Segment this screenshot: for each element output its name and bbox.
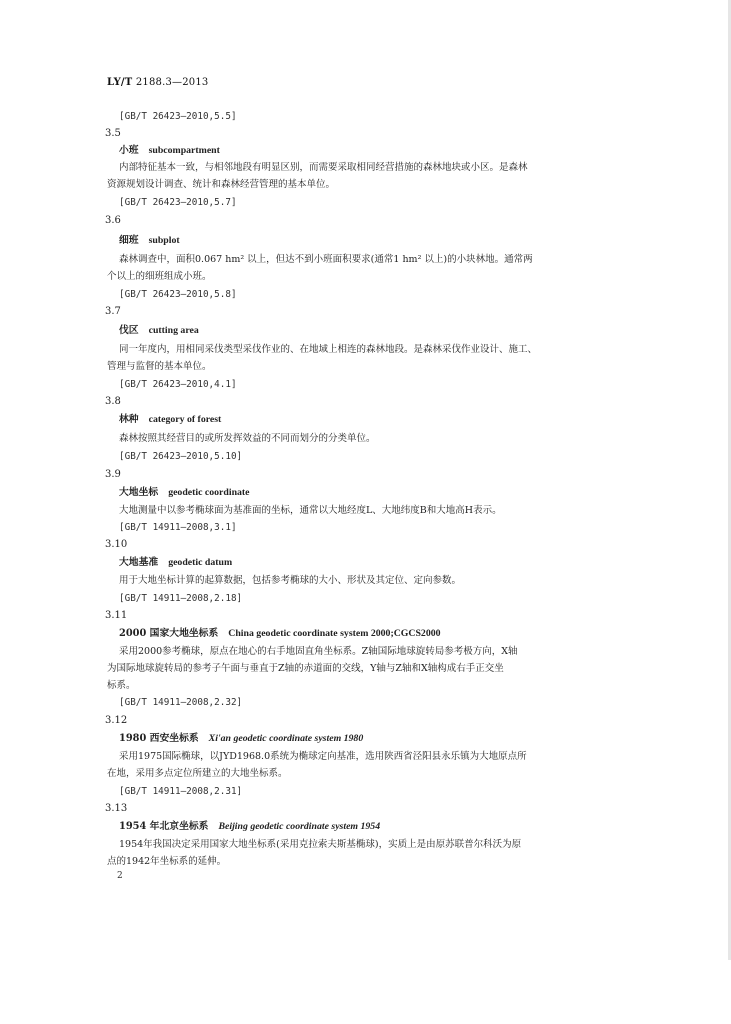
term-chinese: 1954 年北京坐标系 xyxy=(119,821,209,832)
term-heading xyxy=(119,733,363,745)
page-number: 2 xyxy=(117,871,123,881)
term-chinese: 大地基准 xyxy=(119,557,159,568)
term-heading xyxy=(119,325,199,337)
definition-text: 点的1942年坐标系的延伸。 xyxy=(107,856,227,867)
standard-number: 2188.3—2013 xyxy=(135,77,209,88)
term-english: subcompartment xyxy=(148,145,220,156)
term-chinese: 林种 xyxy=(119,414,139,425)
term-english: China geodetic coordinate system 2000;CGCS2000 xyxy=(228,628,441,639)
term-chinese: 伐区 xyxy=(119,325,139,336)
term-heading xyxy=(119,414,221,426)
clause-number: 3.6 xyxy=(105,215,121,226)
standard-code-header xyxy=(107,77,208,88)
term-english: subplot xyxy=(148,235,180,246)
term-english: geodetic coordinate xyxy=(168,487,250,498)
term-english: geodetic datum xyxy=(168,557,233,568)
term-english: cutting area xyxy=(148,325,199,336)
term-english: Xi'an geodetic coordinate system 1980 xyxy=(208,733,364,744)
definition-text: 森林按照其经营目的或所发挥效益的不同而划分的分类单位。 xyxy=(119,433,376,444)
definition-text: 1954年我国决定采用国家大地坐标系(采用克拉索夫斯基椭球)，实质上是由原苏联普尔科沃为原 xyxy=(119,839,522,850)
reference-source: [GB/T 26423—2010,4.1] xyxy=(119,379,237,390)
definition-text: 森林调查中，面积0.067 hm² 以上，但达不到小班面积要求(通常1 hm² 以上)的小块林地。通常两 xyxy=(119,254,533,265)
clause-number: 3.11 xyxy=(105,610,128,621)
clause-number: 3.13 xyxy=(105,803,128,814)
clause-number: 3.7 xyxy=(105,306,121,317)
definition-text: 同一年度内，用相同采伐类型采伐作业的、在地域上相连的森林地段。是森林采伐作业设计、施工、 xyxy=(119,344,538,355)
term-chinese: 2000 国家大地坐标系 xyxy=(119,628,219,639)
definition-text: 采用1975国际椭球，以JYD1968.0系统为椭球定向基准，选用陕西省泾阳县永乐镇为大地原点所 xyxy=(119,751,527,762)
definition-text: 用于大地坐标计算的起算数据，包括参考椭球的大小、形状及其定位、定向参数。 xyxy=(119,575,462,586)
reference-source: [GB/T 14911—2008,2.18] xyxy=(119,593,243,604)
reference-source: [GB/T 14911—2008,2.31] xyxy=(119,786,243,797)
definition-text: 内部特征基本一致，与相邻地段有明显区别，而需要采取相同经营措施的森林地块或小区。是森林 xyxy=(119,162,528,173)
standard-prefix: LY/T xyxy=(107,77,133,88)
term-heading xyxy=(119,235,180,247)
clause-number: 3.5 xyxy=(105,128,121,139)
term-english: Beijing geodetic coordinate system 1954 xyxy=(218,821,381,832)
reference-source: [GB/T 14911—2008,2.32] xyxy=(119,697,243,708)
term-chinese: 大地坐标 xyxy=(119,487,159,498)
term-heading xyxy=(119,557,232,569)
term-chinese: 小班 xyxy=(119,145,139,156)
clause-number: 3.9 xyxy=(105,469,121,480)
definition-text: 大地测量中以参考椭球面为基准面的坐标，通常以大地经度L、大地纬度B和大地高H表示。 xyxy=(119,505,502,516)
reference-source: [GB/T 26423—2010,5.8] xyxy=(119,289,237,300)
definition-text: 个以上的细班组成小班。 xyxy=(107,271,212,282)
clause-number: 3.12 xyxy=(105,715,128,726)
definition-text: 标系。 xyxy=(107,680,136,691)
reference-source: [GB/T 14911—2008,3.1] xyxy=(119,522,237,533)
term-english: category of forest xyxy=(148,414,222,425)
definition-text: 管理与监督的基本单位。 xyxy=(107,361,212,372)
term-chinese: 1980 西安坐标系 xyxy=(119,733,199,744)
definition-text: 采用2000参考椭球，原点在地心的右手地固直角坐标系。Z轴国际地球旋转局参考极方向，X轴 xyxy=(119,646,518,657)
clause-number: 3.8 xyxy=(105,396,121,407)
reference-source: [GB/T 26423—2010,5.10] xyxy=(119,451,243,462)
reference-source: [GB/T 26423—2010,5.5] xyxy=(119,111,237,122)
term-heading xyxy=(119,145,220,157)
clause-number: 3.10 xyxy=(105,539,128,550)
definition-text: 资源规划设计调查、统计和森林经营管理的基本单位。 xyxy=(107,179,336,190)
term-heading xyxy=(119,487,250,499)
term-chinese: 细班 xyxy=(119,235,139,246)
term-heading xyxy=(119,821,380,833)
term-heading xyxy=(119,628,441,640)
definition-text: 为国际地球旋转局的参考子午面与垂直于Z轴的赤道面的交线，Y轴与Z轴和X轴构成右手正交坐 xyxy=(107,663,504,674)
definition-text: 在地，采用多点定位所建立的大地坐标系。 xyxy=(107,768,288,779)
reference-source: [GB/T 26423—2010,5.7] xyxy=(119,197,237,208)
